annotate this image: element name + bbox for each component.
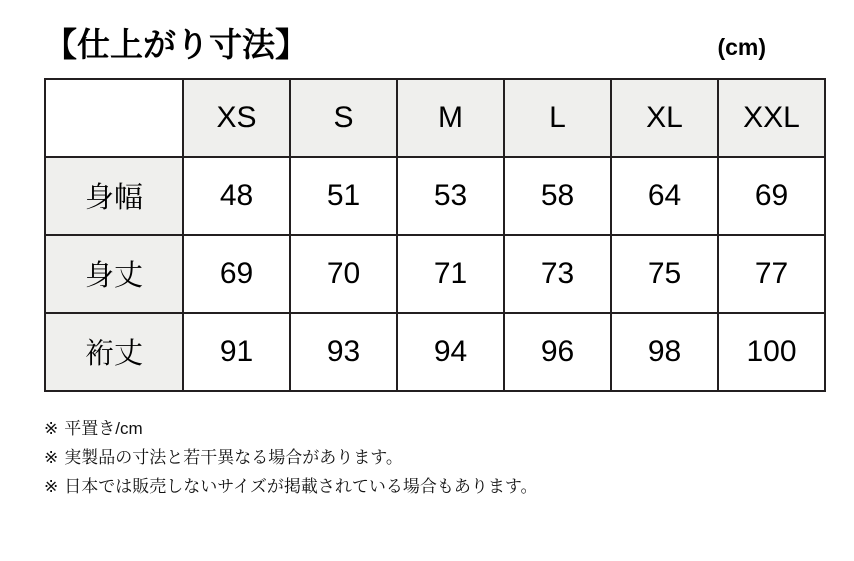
column-header-m: M — [397, 79, 504, 157]
cell-body-length-xs: 69 — [183, 235, 290, 313]
column-header-xxl: XXL — [718, 79, 825, 157]
cell-chest-width-xxl: 69 — [718, 157, 825, 235]
cell-chest-width-xl: 64 — [611, 157, 718, 235]
table-body — [45, 157, 825, 391]
header — [44, 26, 810, 64]
cell-chest-width-s: 51 — [290, 157, 397, 235]
cell-sleeve-length-xxl: 100 — [718, 313, 825, 391]
cell-body-length-xxl: 77 — [718, 235, 825, 313]
note-item — [44, 472, 810, 501]
table-header-row — [45, 79, 825, 157]
note-text: 平置き/cm — [64, 418, 143, 438]
note-mark-icon: ※ — [44, 448, 59, 468]
note-text: 日本では販売しないサイズが掲載されている場合もあります。 — [64, 477, 538, 497]
column-header-l: L — [504, 79, 611, 157]
cell-chest-width-l: 58 — [504, 157, 611, 235]
note-item — [44, 443, 810, 472]
cell-sleeve-length-xs: 91 — [183, 313, 290, 391]
row-header-sleeve-length: 裄丈 — [45, 313, 183, 391]
row-header-chest-width: 身幅 — [45, 157, 183, 235]
row-header-body-length: 身丈 — [45, 235, 183, 313]
table-corner-cell — [45, 79, 183, 157]
column-header-xl: XL — [611, 79, 718, 157]
unit-label: (cm) — [717, 33, 766, 60]
table-row — [45, 235, 825, 313]
cell-body-length-m: 71 — [397, 235, 504, 313]
note-mark-icon: ※ — [44, 418, 59, 438]
measurements-table — [44, 78, 826, 392]
table-row — [45, 157, 825, 235]
note-mark-icon: ※ — [44, 477, 59, 497]
cell-chest-width-xs: 48 — [183, 157, 290, 235]
column-header-s: S — [290, 79, 397, 157]
note-text: 実製品の寸法と若干異なる場合があります。 — [64, 448, 403, 468]
cell-body-length-xl: 75 — [611, 235, 718, 313]
notes-section — [44, 414, 810, 502]
column-header-xs: XS — [183, 79, 290, 157]
cell-sleeve-length-m: 94 — [397, 313, 504, 391]
page-title: 【仕上がり寸法】 — [44, 26, 308, 63]
cell-body-length-s: 70 — [290, 235, 397, 313]
table-row — [45, 313, 825, 391]
cell-sleeve-length-l: 96 — [504, 313, 611, 391]
cell-chest-width-m: 53 — [397, 157, 504, 235]
cell-body-length-l: 73 — [504, 235, 611, 313]
cell-sleeve-length-s: 93 — [290, 313, 397, 391]
note-item — [44, 414, 810, 443]
cell-sleeve-length-xl: 98 — [611, 313, 718, 391]
table-header — [45, 79, 825, 157]
